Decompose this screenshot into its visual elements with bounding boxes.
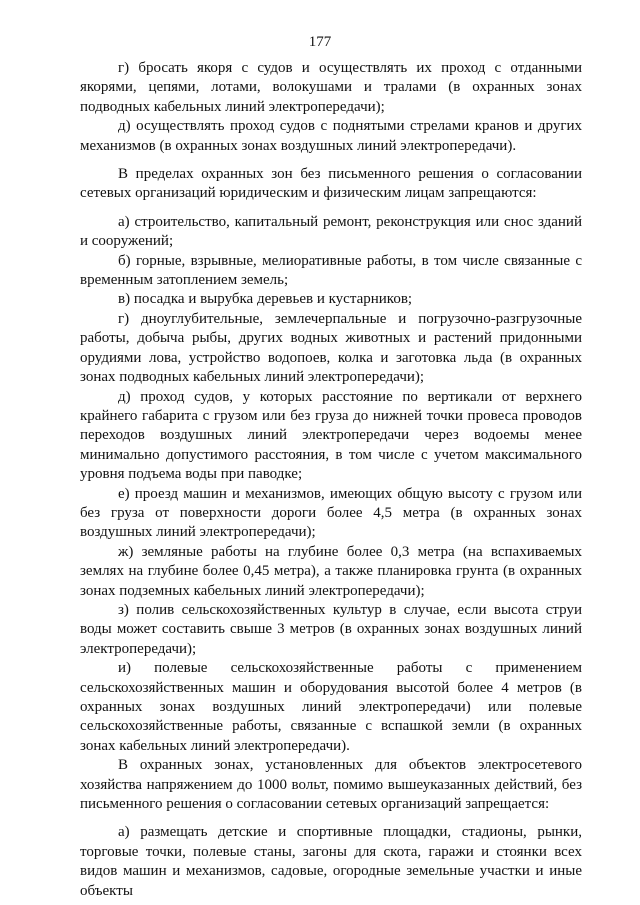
paragraph-g-dredging: г) дноуглубительные, землечерпальные и погрузочно-разгрузочные работы, добыча рыбы, других водных животных и растений придонными орудиями лова, устройство водопоев, колка и заготовка льда (в охранных зонах подводных кабельных линий электропередачи); xyxy=(80,310,582,386)
paragraph-e-vehicles: е) проезд машин и механизмов, имеющих общую высоту с грузом или без груза от поверхности дороги более 4,5 метра (в охранных зонах воздушных линий электропередачи); xyxy=(80,485,582,541)
paragraph-i-field-works: и) полевые сельскохозяйственные работы с применением сельскохозяйственных машин и оборудования высотой более 4 метров (в охранных зонах воздушных линий электропередачи) или полевые сельскохозяйственные работы, связанные с вспашкой земли (в охранных зонах кабельных линий электропередачи). xyxy=(80,660,582,754)
paragraph-zh-earthworks: ж) земляные работы на глубине более 0,3 метра (на вспахиваемых землях на глубине более 0,45 метра), а также планировка грунта (в охранных зонах подземных кабельных линий электропередачи); xyxy=(80,543,582,599)
paragraph-intro-1000v: В охранных зонах, установленных для объектов электросетевого хозяйства напряжением до 1000 вольт, помимо вышеуказанных действий, без письменного решения о согласовании сетевых организаций запрещается: xyxy=(80,757,582,813)
paragraph-b-mining: б) горные, взрывные, мелиоративные работы, в том числе связанные с временным затоплением земель; xyxy=(80,252,582,289)
paragraph-a-playgrounds: а) размещать детские и спортивные площадки, стадионы, рынки, торговые точки, полевые станы, загоны для скота, гаражи и стоянки всех видов машин и механизмов, садовые, огородные земельные участки и иные объекты xyxy=(80,824,582,899)
paragraph-v-trees: в) посадка и вырубка деревьев и кустарников; xyxy=(118,291,413,308)
page-number: 177 xyxy=(308,34,332,50)
paragraph-a-construction: а) строительство, капитальный ремонт, реконструкция или снос зданий и сооружений; xyxy=(80,213,582,250)
paragraph-g-anchors: г) бросать якоря с судов и осуществлять их проход с отданными якорями, цепями, лотами, волокушами и тралами (в охранных зонах подводных кабельных линий электропередачи); xyxy=(80,60,582,115)
paragraph-z-irrigation: з) полив сельскохозяйственных культур в случае, если высота струи воды может составить свыше 3 метров (в охранных зонах воздушных линий электропередачи); xyxy=(80,601,582,657)
paragraph-d-ships: д) проход судов, у которых расстояние по вертикали от верхнего крайнего габарита с грузом или без груза до нижней точки провеса проводов переходов воздушных линий электропередачи через водоемы менее минимально допустимого расстояния, в том числе с учетом максимального уровня подъема воды при паводке; xyxy=(80,388,582,483)
document-body xyxy=(80,59,582,901)
paragraph-d-cranes: д) осуществлять проход судов с поднятыми стрелами кранов и других механизмов (в охранных зонах воздушных линий электропередачи). xyxy=(80,118,582,154)
paragraph-intro-prohibitions: В пределах охранных зон без письменного решения о согласовании сетевых организаций юридическим и физическим лицам запрещаются: xyxy=(80,166,582,202)
